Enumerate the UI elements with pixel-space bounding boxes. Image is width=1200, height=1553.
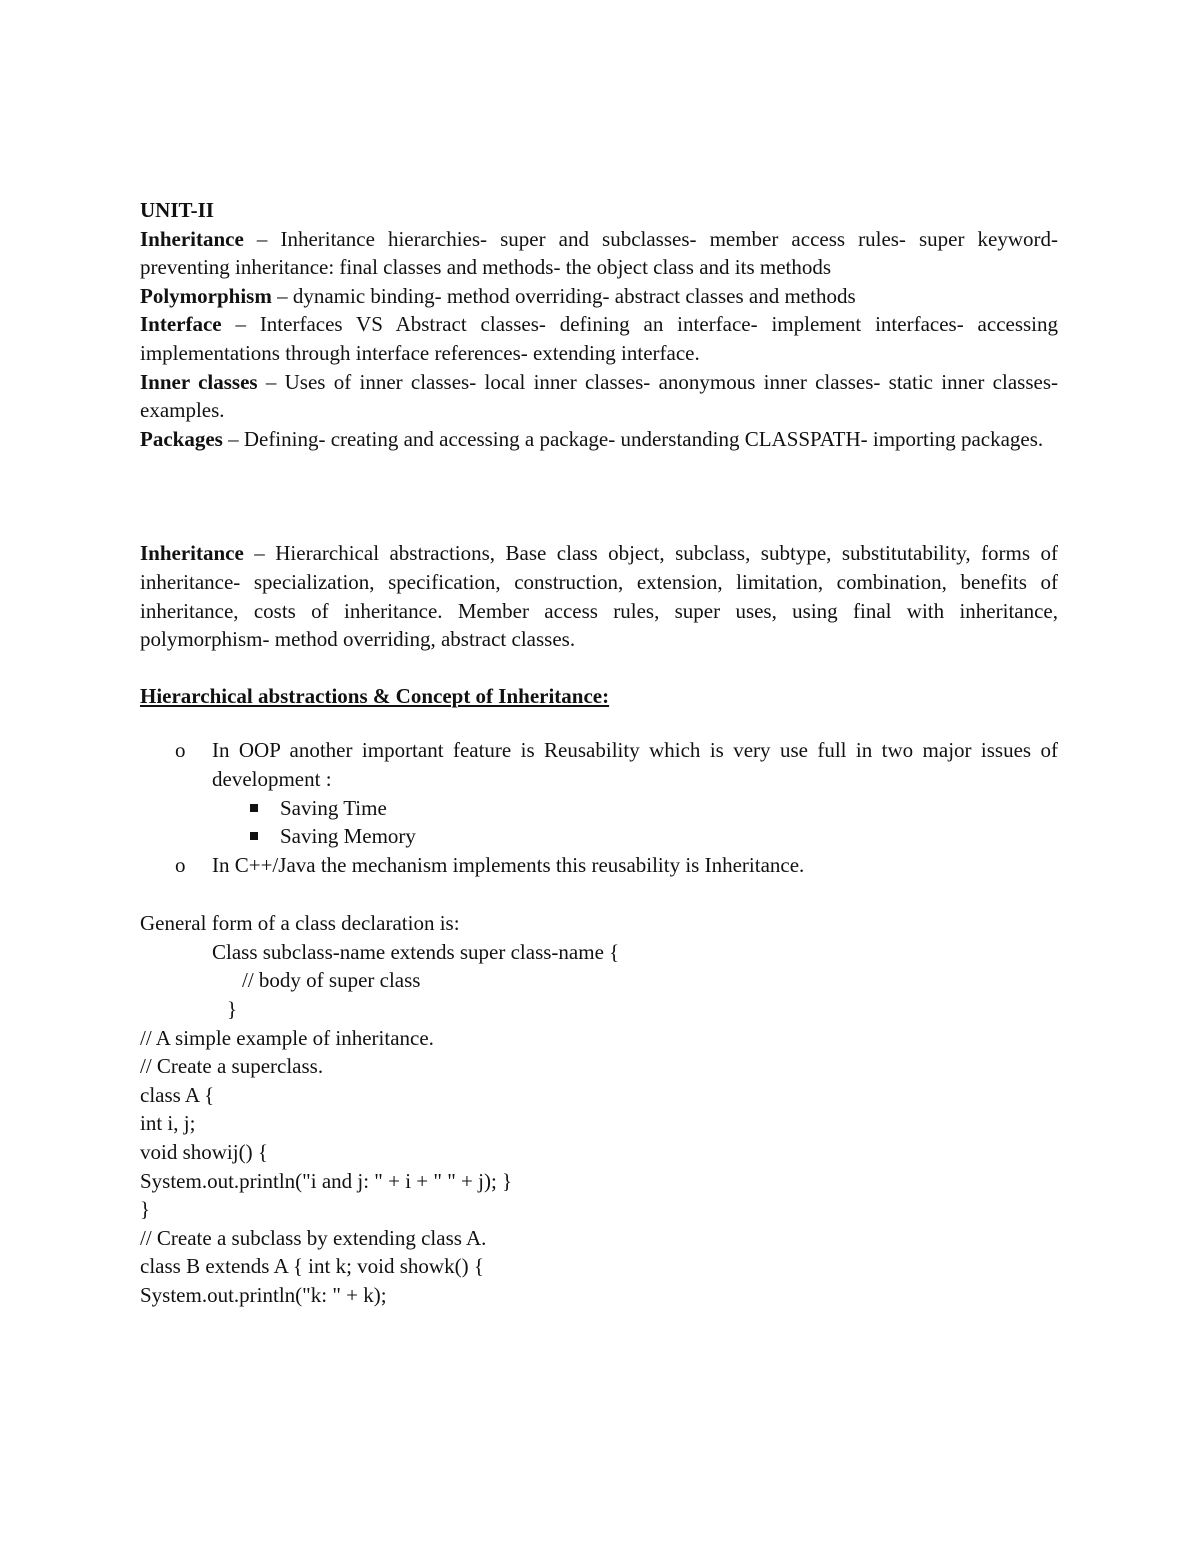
topic-text: Interfaces VS Abstract classes- defining an interface- implement interfaces- accessing implementations through interface references- extending interface. — [140, 312, 1059, 365]
topic-text: dynamic binding- method overriding- abstract classes and methods — [292, 283, 856, 308]
topic-label: Inner classes — [140, 369, 258, 394]
list-item: o In OOP another important feature is Reusability which is very use full in two major issues of development : Saving Time Saving Memory — [140, 736, 1058, 850]
topic-text: Uses of inner classes- local inner classes- anonymous inner classes- static inner classes- examples. — [140, 369, 1058, 423]
code-line: // Create a superclass. — [140, 1054, 324, 1079]
code-line: // A simple example of inheritance. — [140, 1025, 434, 1050]
reusability-sub-list — [140, 794, 1058, 851]
square-bullet-icon — [250, 832, 258, 840]
sub-list-item: Saving Memory — [140, 822, 1058, 851]
section-heading: Hierarchical abstractions & Concept of Inheritance: — [140, 683, 610, 708]
topic-text: Inheritance hierarchies- super and subclasses- member access rules- super keyword- preventing inheritance: final classes and methods- the object class and its methods — [140, 226, 1058, 280]
square-bullet-icon — [250, 804, 258, 812]
syllabus-polymorphism: Polymorphism – dynamic binding- method overriding- abstract classes and methods — [140, 283, 856, 308]
code-line: int i, j; — [140, 1111, 196, 1136]
overview-text: Hierarchical abstractions, Base class object, subclass, subtype, substitutability, forms of inheritance- specialization, specification, construction, extension, limitation, combination, benefits of inheritance, costs of inheritance. Member access rules, super uses, using final with inheritance, polymorphism- method overriding, abstract classes. — [140, 541, 1058, 652]
circle-bullet-icon: o — [175, 738, 186, 763]
code-line: // Create a subclass by extending class A. — [140, 1225, 487, 1250]
code-line: System.out.println("k: " + k); — [140, 1283, 387, 1307]
inheritance-overview: Inheritance – Hierarchical abstractions, Base class object, subclass, subtype, substitutability, forms of inheritance- specialization, specification, construction, extension, limitation, combination, benefits of inheritance, costs of inheritance. Member access rules, super uses, using final with inheritance, polymorphism- method overriding, abstract classes. — [140, 541, 1058, 652]
reusability-list — [140, 736, 1058, 879]
overview-label: Inheritance — [140, 541, 244, 566]
code-line: class A { — [140, 1082, 215, 1107]
sub-list-item: Saving Time — [140, 794, 1058, 823]
document-page — [140, 196, 1058, 1310]
syllabus-inheritance: Inheritance – Inheritance hierarchies- super and subclasses- member access rules- super keyword- preventing inheritance: final classes and methods- the object class and its methods — [140, 226, 1058, 280]
general-form-line: } — [227, 997, 238, 1022]
general-form-line: Class subclass-name extends super class-name { — [212, 939, 620, 964]
topic-label: Polymorphism — [140, 283, 272, 308]
syllabus-inner-classes: Inner classes – Uses of inner classes- local inner classes- anonymous inner classes- static inner classes- examples. — [140, 369, 1058, 423]
topic-label: Interface — [140, 312, 222, 337]
topic-label: Packages — [140, 426, 223, 451]
circle-bullet-icon: o — [175, 852, 186, 877]
topic-label: Inheritance — [140, 226, 244, 251]
general-form-line: // body of super class — [242, 968, 421, 993]
list-item: o In C++/Java the mechanism implements this reusability is Inheritance. — [140, 851, 1058, 880]
code-line: class B extends A { int k; void showk() { — [140, 1254, 484, 1279]
syllabus-packages: Packages – Defining- creating and accessing a package- understanding CLASSPATH- importing packages. — [140, 426, 1044, 451]
unit-heading: UNIT-II — [140, 198, 214, 222]
code-line: } — [140, 1197, 151, 1222]
code-line: System.out.println("i and j: " + i + " " + j); } — [140, 1168, 513, 1193]
code-line: void showij() { — [140, 1140, 268, 1165]
general-form-intro: General form of a class declaration is: — [140, 911, 460, 936]
syllabus-interface: Interface – Interfaces VS Abstract classes- defining an interface- implement interfaces- accessing implementations through interface references- extending interface. — [140, 312, 1059, 365]
topic-text: Defining- creating and accessing a package- understanding CLASSPATH- importing packages. — [243, 426, 1044, 451]
